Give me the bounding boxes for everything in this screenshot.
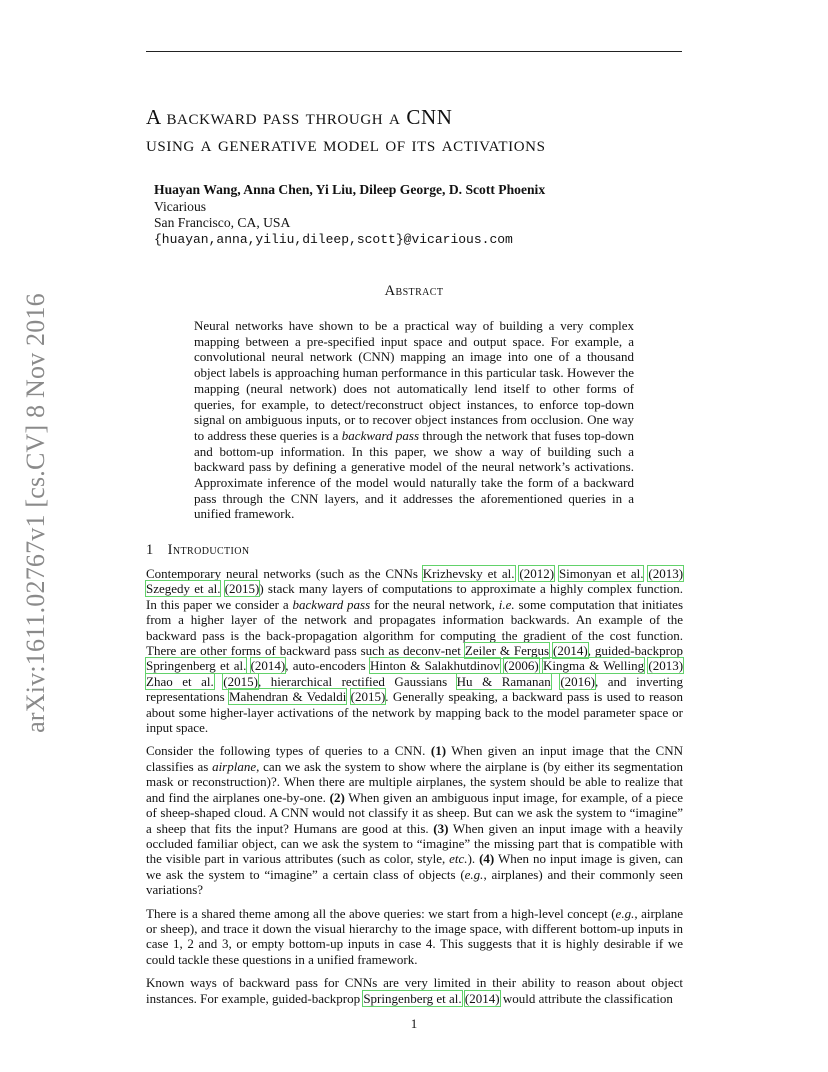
text-run — [214, 674, 224, 689]
citation-year-link[interactable]: (2012) — [519, 566, 555, 581]
emphasis: e.g. — [615, 905, 635, 921]
text-run — [246, 658, 250, 673]
title-line-2: using a generative model of its activations — [146, 132, 546, 156]
citation-link[interactable]: Springenberg et al. — [146, 658, 247, 674]
citation-link[interactable]: Hinton & Salakhutdinov — [369, 658, 500, 674]
emphasis: backward pass — [292, 596, 371, 612]
emphasis: etc. — [449, 851, 468, 867]
section-number: 1 — [146, 542, 154, 558]
citation-year-link[interactable]: (2013) — [648, 658, 684, 674]
citation-year-link[interactable]: (2006) — [504, 658, 539, 674]
text-run: When given an ambiguous input image, for example, of a piece of sheep-shaped cloud. A CNN would not classify it as sheep. But can we ask the system to “imagine” a sheep that fits the input? Humans are good at this. — [146, 789, 683, 836]
text-run: Contemporary neural networks (such as the CNNs — [146, 566, 423, 581]
text-run: , auto-encoders — [285, 658, 370, 674]
abstract-text-part-2: through the network that fuses top-down and bottom-up information. In this paper, we show a way of building such a backward pass by defining a generative model of the neural network’s activations. Approximate inference of the model would naturally take the form of a backward pass through the CNN layers, and it addresses the aforementioned queries in a unified framework. — [194, 427, 635, 522]
citation-year-link[interactable]: (2014) — [464, 990, 500, 1006]
author-email: {huayan,anna,yiliu,dileep,scott}@vicarious.com — [154, 231, 513, 247]
page-number: 1 — [410, 1016, 418, 1031]
paragraph-3 — [146, 906, 683, 968]
author-block — [154, 182, 545, 248]
text-run: some computation that initiates from a higher layer of the network and propagates information backwards. An example of the backward pass is the back-propagation algorithm for computing the gradient of the cost function. There are other forms of backward pass such as deconv-net — [146, 596, 684, 659]
citation-link[interactable]: Zeiler & Fergus — [464, 643, 550, 659]
text-run: Known ways of backward pass for CNNs are very limited in their ability to reason about object instances. For example, guided-backprop — [146, 975, 683, 1006]
citation-year-link[interactable]: (2016) — [560, 673, 596, 689]
arxiv-identifier: arXiv:1611.02767v1 [cs.CV] 8 Nov 2016 — [21, 293, 50, 733]
title-line-1: A backward pass through a CNN — [146, 105, 453, 129]
query-number: (2) — [329, 789, 345, 805]
text-run: , hierarchical rectified Gaussians — [257, 673, 457, 689]
citation-year-link[interactable]: (2015) — [224, 581, 260, 597]
citation-year-link[interactable]: (2015) — [223, 673, 258, 689]
emphasis: airplane — [212, 758, 257, 774]
section-heading-introduction — [146, 542, 250, 559]
text-run: would attribute the classification — [499, 990, 673, 1006]
arxiv-identifier-margin — [6, 278, 66, 748]
paragraph-1 — [146, 566, 683, 735]
text-run: , airplanes) and their commonly seen variations? — [146, 866, 683, 898]
abstract-heading: Abstract — [384, 283, 444, 299]
text-run: There is a shared theme among all the above queries: we start from a high-level concept ( — [146, 905, 616, 921]
text-run: , can we ask the system to show where the airplane is (by either its segmentation mask or reconstruction)?. When there are multiple airplanes, the system should be able to realize that and find the airplanes one-by-one. — [146, 758, 683, 805]
query-number: (3) — [433, 820, 449, 836]
text-run: , and inverting representations — [146, 673, 684, 705]
abstract-text — [194, 318, 634, 522]
text-run: , guided-backprop — [587, 643, 683, 659]
emphasis: e.g. — [464, 866, 484, 882]
text-run: . Generally speaking, a backward pass is used to reason about some higher-layer activations of the network by mapping back to the model parameter space or input space. — [146, 689, 684, 736]
paper-title — [146, 104, 706, 158]
citation-link[interactable]: Simonyan et al. — [558, 566, 644, 581]
citation-link[interactable]: Hu & Ramanan — [456, 673, 551, 689]
paragraph-2 — [146, 743, 683, 897]
author-names: Huayan Wang, Anna Chen, Yi Liu, Dileep George, D. Scott Phoenix — [154, 182, 546, 197]
text-run — [551, 674, 561, 689]
author-location: San Francisco, CA, USA — [154, 215, 291, 230]
citation-link[interactable]: Springenberg et al. — [363, 990, 462, 1006]
body-text — [146, 566, 683, 1014]
citation-year-link[interactable]: (2013) — [648, 566, 684, 581]
section-title: Introduction — [167, 542, 250, 558]
emphasis: i.e. — [498, 596, 515, 612]
citation-link[interactable]: Zhao et al. — [146, 673, 214, 689]
citation-link[interactable]: Szegedy et al. — [146, 581, 221, 597]
abstract-text-part-1: Neural networks have shown to be a practical way of building a very complex mapping between a pre-specified input space and output space. For example, a convolutional neural network (CNN) mapping an image into one of a thousand object labels is approaching human performance in this particular task. However the mapping (neural network) does not automatically lend itself to other forms of queries, for example, to detect/reconstruct object instances, to enforce top-down signal on ambiguous inputs, or to recover object instances from occlusion. One way to address these queries is a — [194, 318, 634, 443]
text-run: ) stack many layers of computations to approximate a highly complex function. In this paper we consider a — [146, 581, 683, 612]
abstract-emphasis: backward pass — [341, 427, 420, 443]
paragraph-4 — [146, 975, 683, 1006]
citation-link[interactable]: Kingma & Welling — [542, 658, 645, 674]
citation-year-link[interactable]: (2014) — [553, 643, 588, 659]
text-run: When given an input image with a heavily occluded familiar object, can we ask the system to “imagine” the missing part that is compatible with the visible part in various attributes (such as color, style, — [146, 820, 683, 867]
top-rule — [146, 51, 682, 52]
citation-link[interactable]: Mahendran & Vedaldi — [228, 689, 347, 705]
citation-year-link[interactable]: (2014) — [250, 658, 286, 674]
citation-link[interactable]: Krizhevsky et al. — [422, 566, 515, 581]
citation-year-link[interactable]: (2015) — [350, 689, 386, 705]
text-run: Consider the following types of queries to a CNN. — [146, 743, 431, 759]
author-affiliation: Vicarious — [154, 198, 207, 214]
text-run: , airplane or sheep), and trace it down the visual hierarchy to the image space, with different bottom-up inputs in case 1, 2 and 3, or empty bottom-up inputs in case 4. This suggests that it is highly desirable if we could tackle these questions in a unified framework. — [146, 905, 683, 967]
query-number: (4) — [479, 851, 495, 867]
query-number: (1) — [430, 743, 447, 759]
text-run: When no input image is given, can we ask the system to “imagine” a certain class of objects ( — [146, 851, 683, 882]
text-run — [346, 689, 350, 704]
text-run: for the neural network, — [370, 596, 499, 612]
text-run: ). — [467, 851, 480, 867]
text-run: When given an input image that the CNN classifies as — [146, 743, 683, 774]
